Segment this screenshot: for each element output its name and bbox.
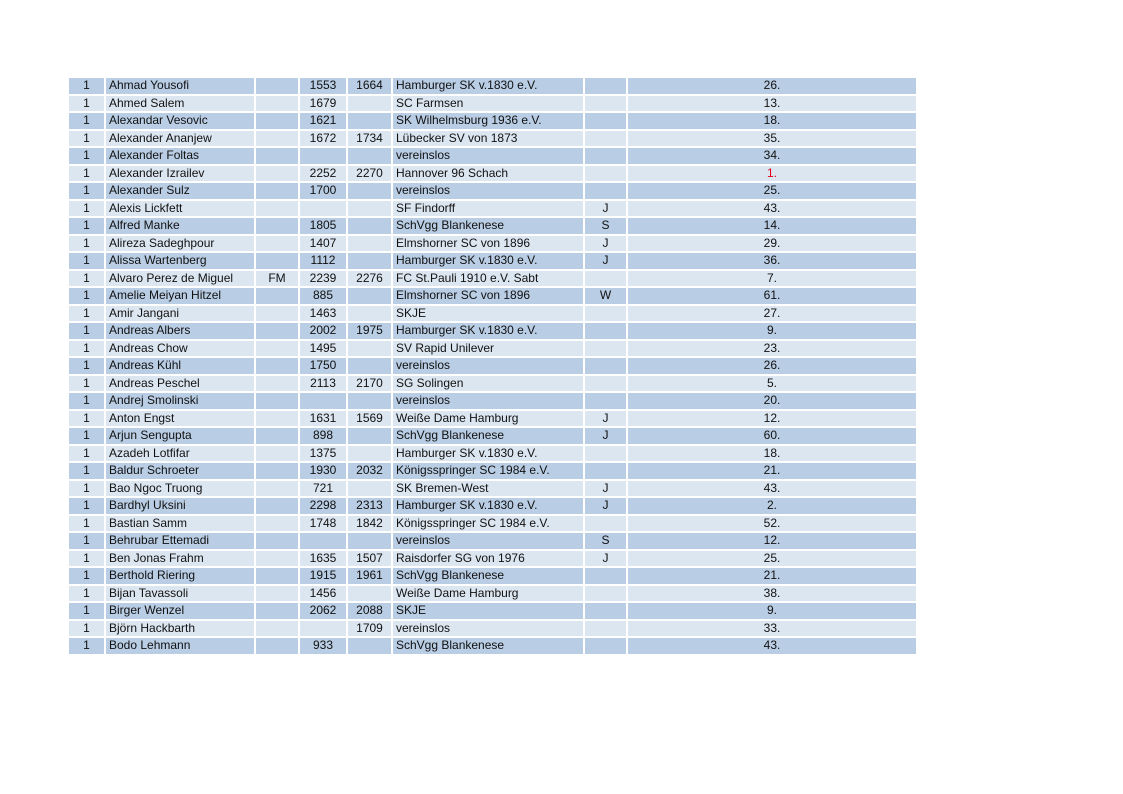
- player-name: Ahmed Salem: [106, 96, 254, 112]
- player-club: Königsspringer SC 1984 e.V.: [393, 463, 583, 479]
- player-rating-2: 1961: [348, 568, 391, 584]
- player-name: Bastian Samm: [106, 516, 254, 532]
- player-club: Raisdorfer SG von 1976: [393, 551, 583, 567]
- player-rating-1: 2298: [300, 498, 346, 514]
- players-table-body: [69, 78, 916, 654]
- player-place: 60.: [628, 428, 916, 444]
- player-title: [256, 481, 298, 497]
- player-title: [256, 411, 298, 427]
- player-place: 1.: [628, 166, 916, 182]
- player-club: vereinslos: [393, 358, 583, 374]
- table-row: [69, 358, 916, 374]
- row-number: 1: [69, 411, 104, 427]
- player-rating-1: 1750: [300, 358, 346, 374]
- player-name: Alexandar Vesovic: [106, 113, 254, 129]
- player-place: 18.: [628, 113, 916, 129]
- player-rating-2: [348, 586, 391, 602]
- player-rating-1: [300, 533, 346, 549]
- player-club: Hamburger SK v.1830 e.V.: [393, 253, 583, 269]
- player-club: SK Bremen-West: [393, 481, 583, 497]
- row-number: 1: [69, 621, 104, 637]
- player-name: Andreas Kühl: [106, 358, 254, 374]
- player-rating-2: [348, 183, 391, 199]
- player-category: J: [585, 411, 626, 427]
- player-category: J: [585, 551, 626, 567]
- player-club: SchVgg Blankenese: [393, 638, 583, 654]
- player-category: [585, 446, 626, 462]
- player-rating-2: 2032: [348, 463, 391, 479]
- player-club: FC St.Pauli 1910 e.V. Sabt: [393, 271, 583, 287]
- table-row: [69, 446, 916, 462]
- player-rating-2: [348, 218, 391, 234]
- player-club: SC Farmsen: [393, 96, 583, 112]
- row-number: 1: [69, 498, 104, 514]
- player-rating-1: 721: [300, 481, 346, 497]
- player-place: 18.: [628, 446, 916, 462]
- player-title: [256, 183, 298, 199]
- player-rating-2: [348, 481, 391, 497]
- player-place: 12.: [628, 533, 916, 549]
- player-rating-2: [348, 288, 391, 304]
- player-category: W: [585, 288, 626, 304]
- table-row: [69, 96, 916, 112]
- player-title: [256, 446, 298, 462]
- player-category: [585, 586, 626, 602]
- player-category: [585, 376, 626, 392]
- player-category: [585, 271, 626, 287]
- player-name: Alissa Wartenberg: [106, 253, 254, 269]
- player-title: [256, 113, 298, 129]
- player-name: Bardhyl Uksini: [106, 498, 254, 514]
- players-table: [67, 76, 918, 656]
- table-row: [69, 603, 916, 619]
- row-number: 1: [69, 306, 104, 322]
- player-rating-2: 1569: [348, 411, 391, 427]
- player-title: [256, 306, 298, 322]
- player-name: Bao Ngoc Truong: [106, 481, 254, 497]
- player-club: vereinslos: [393, 621, 583, 637]
- player-place: 52.: [628, 516, 916, 532]
- table-row: [69, 533, 916, 549]
- row-number: 1: [69, 183, 104, 199]
- player-rating-1: 1621: [300, 113, 346, 129]
- player-club: SF Findorff: [393, 201, 583, 217]
- player-rating-1: [300, 621, 346, 637]
- player-rating-1: 1407: [300, 236, 346, 252]
- row-number: 1: [69, 586, 104, 602]
- table-row: [69, 621, 916, 637]
- player-category: [585, 621, 626, 637]
- row-number: 1: [69, 218, 104, 234]
- player-club: SchVgg Blankenese: [393, 218, 583, 234]
- player-category: [585, 131, 626, 147]
- player-category: J: [585, 428, 626, 444]
- player-rating-2: 2270: [348, 166, 391, 182]
- player-rating-2: [348, 341, 391, 357]
- table-row: [69, 183, 916, 199]
- table-row: [69, 551, 916, 567]
- table-row: [69, 638, 916, 654]
- player-name: Alexis Lickfett: [106, 201, 254, 217]
- player-rating-2: 1664: [348, 78, 391, 94]
- table-row: [69, 271, 916, 287]
- player-club: Hamburger SK v.1830 e.V.: [393, 78, 583, 94]
- player-place: 9.: [628, 603, 916, 619]
- row-number: 1: [69, 568, 104, 584]
- player-category: [585, 183, 626, 199]
- player-place: 12.: [628, 411, 916, 427]
- player-category: [585, 638, 626, 654]
- row-number: 1: [69, 323, 104, 339]
- player-name: Andrej Smolinski: [106, 393, 254, 409]
- player-rating-1: [300, 393, 346, 409]
- player-category: [585, 323, 626, 339]
- table-row: [69, 131, 916, 147]
- player-rating-2: [348, 306, 391, 322]
- row-number: 1: [69, 603, 104, 619]
- player-club: SchVgg Blankenese: [393, 428, 583, 444]
- table-row: [69, 323, 916, 339]
- table-row: [69, 113, 916, 129]
- player-category: J: [585, 498, 626, 514]
- player-category: [585, 393, 626, 409]
- row-number: 1: [69, 463, 104, 479]
- player-title: [256, 218, 298, 234]
- player-category: [585, 96, 626, 112]
- player-title: [256, 148, 298, 164]
- player-place: 34.: [628, 148, 916, 164]
- player-rating-2: [348, 428, 391, 444]
- player-title: FM: [256, 271, 298, 287]
- table-row: [69, 288, 916, 304]
- player-place: 36.: [628, 253, 916, 269]
- player-place: 2.: [628, 498, 916, 514]
- player-title: [256, 428, 298, 444]
- player-name: Andreas Peschel: [106, 376, 254, 392]
- player-rating-2: 2276: [348, 271, 391, 287]
- player-title: [256, 376, 298, 392]
- player-rating-1: 933: [300, 638, 346, 654]
- player-club: SchVgg Blankenese: [393, 568, 583, 584]
- table-row: [69, 411, 916, 427]
- player-rating-2: 1734: [348, 131, 391, 147]
- player-rating-2: 2088: [348, 603, 391, 619]
- player-place: 5.: [628, 376, 916, 392]
- table-row: [69, 428, 916, 444]
- player-title: [256, 393, 298, 409]
- player-title: [256, 166, 298, 182]
- player-rating-2: 1975: [348, 323, 391, 339]
- player-rating-1: 1375: [300, 446, 346, 462]
- player-title: [256, 551, 298, 567]
- table-row: [69, 481, 916, 497]
- player-place: 43.: [628, 638, 916, 654]
- player-name: Alexander Sulz: [106, 183, 254, 199]
- player-place: 33.: [628, 621, 916, 637]
- player-category: [585, 516, 626, 532]
- player-rating-1: 885: [300, 288, 346, 304]
- player-club: vereinslos: [393, 148, 583, 164]
- player-name: Alexander Ananjew: [106, 131, 254, 147]
- player-rating-1: 1805: [300, 218, 346, 234]
- row-number: 1: [69, 253, 104, 269]
- player-name: Berthold Riering: [106, 568, 254, 584]
- player-rating-1: 2062: [300, 603, 346, 619]
- table-row: [69, 341, 916, 357]
- player-club: Hamburger SK v.1830 e.V.: [393, 498, 583, 514]
- player-title: [256, 638, 298, 654]
- row-number: 1: [69, 376, 104, 392]
- player-name: Alexander Izrailev: [106, 166, 254, 182]
- player-name: Baldur Schroeter: [106, 463, 254, 479]
- player-rating-2: [348, 201, 391, 217]
- player-category: [585, 603, 626, 619]
- player-category: [585, 113, 626, 129]
- player-rating-1: 1463: [300, 306, 346, 322]
- player-name: Bodo Lehmann: [106, 638, 254, 654]
- row-number: 1: [69, 131, 104, 147]
- player-rating-1: 1631: [300, 411, 346, 427]
- table-row: [69, 148, 916, 164]
- player-name: Alireza Sadeghpour: [106, 236, 254, 252]
- player-name: Björn Hackbarth: [106, 621, 254, 637]
- row-number: 1: [69, 96, 104, 112]
- player-rating-2: [348, 358, 391, 374]
- player-title: [256, 463, 298, 479]
- player-club: SK Wilhelmsburg 1936 e.V.: [393, 113, 583, 129]
- player-rating-1: 898: [300, 428, 346, 444]
- player-rating-2: [348, 393, 391, 409]
- player-name: Birger Wenzel: [106, 603, 254, 619]
- player-title: [256, 516, 298, 532]
- player-club: SG Solingen: [393, 376, 583, 392]
- player-place: 9.: [628, 323, 916, 339]
- player-club: Weiße Dame Hamburg: [393, 411, 583, 427]
- player-title: [256, 201, 298, 217]
- player-name: Arjun Sengupta: [106, 428, 254, 444]
- player-name: Alvaro Perez de Miguel: [106, 271, 254, 287]
- player-place: 20.: [628, 393, 916, 409]
- player-rating-2: [348, 113, 391, 129]
- table-row: [69, 516, 916, 532]
- player-rating-2: [348, 446, 391, 462]
- player-rating-2: [348, 253, 391, 269]
- player-club: Elmshorner SC von 1896: [393, 288, 583, 304]
- player-rating-2: 1507: [348, 551, 391, 567]
- player-title: [256, 288, 298, 304]
- row-number: 1: [69, 201, 104, 217]
- row-number: 1: [69, 638, 104, 654]
- row-number: 1: [69, 428, 104, 444]
- row-number: 1: [69, 481, 104, 497]
- row-number: 1: [69, 393, 104, 409]
- player-category: [585, 463, 626, 479]
- player-name: Bijan Tavassoli: [106, 586, 254, 602]
- player-rating-2: [348, 236, 391, 252]
- player-title: [256, 358, 298, 374]
- player-rating-1: 2113: [300, 376, 346, 392]
- player-category: J: [585, 201, 626, 217]
- player-name: Amir Jangani: [106, 306, 254, 322]
- player-place: 7.: [628, 271, 916, 287]
- player-rating-1: 1635: [300, 551, 346, 567]
- row-number: 1: [69, 533, 104, 549]
- table-row: [69, 236, 916, 252]
- player-title: [256, 568, 298, 584]
- player-rating-1: 1495: [300, 341, 346, 357]
- player-title: [256, 253, 298, 269]
- player-place: 27.: [628, 306, 916, 322]
- player-title: [256, 236, 298, 252]
- table-row: [69, 201, 916, 217]
- player-category: [585, 341, 626, 357]
- table-row: [69, 393, 916, 409]
- table-row: [69, 463, 916, 479]
- row-number: 1: [69, 78, 104, 94]
- player-place: 23.: [628, 341, 916, 357]
- player-club: Hamburger SK v.1830 e.V.: [393, 323, 583, 339]
- player-category: J: [585, 253, 626, 269]
- player-rating-2: [348, 96, 391, 112]
- row-number: 1: [69, 516, 104, 532]
- player-title: [256, 341, 298, 357]
- player-club: SKJE: [393, 603, 583, 619]
- player-rating-1: 2252: [300, 166, 346, 182]
- player-title: [256, 621, 298, 637]
- player-club: Elmshorner SC von 1896: [393, 236, 583, 252]
- player-club: Weiße Dame Hamburg: [393, 586, 583, 602]
- player-rating-2: [348, 638, 391, 654]
- player-category: S: [585, 218, 626, 234]
- player-title: [256, 498, 298, 514]
- player-rating-2: [348, 148, 391, 164]
- player-place: 43.: [628, 481, 916, 497]
- player-name: Amelie Meiyan Hitzel: [106, 288, 254, 304]
- player-name: Alfred Manke: [106, 218, 254, 234]
- player-title: [256, 603, 298, 619]
- player-category: J: [585, 236, 626, 252]
- player-club: vereinslos: [393, 183, 583, 199]
- table-row: [69, 78, 916, 94]
- player-club: SV Rapid Unilever: [393, 341, 583, 357]
- player-category: J: [585, 481, 626, 497]
- player-rating-1: [300, 201, 346, 217]
- player-rating-1: 1672: [300, 131, 346, 147]
- player-title: [256, 533, 298, 549]
- player-club: vereinslos: [393, 533, 583, 549]
- table-row: [69, 586, 916, 602]
- row-number: 1: [69, 166, 104, 182]
- table-row: [69, 376, 916, 392]
- player-rating-1: [300, 148, 346, 164]
- player-title: [256, 586, 298, 602]
- player-club: Hamburger SK v.1830 e.V.: [393, 446, 583, 462]
- player-rating-1: 2239: [300, 271, 346, 287]
- table-row: [69, 568, 916, 584]
- player-category: [585, 166, 626, 182]
- table-row: [69, 498, 916, 514]
- player-place: 38.: [628, 586, 916, 602]
- player-rating-2: 1709: [348, 621, 391, 637]
- player-place: 25.: [628, 183, 916, 199]
- player-club: Hannover 96 Schach: [393, 166, 583, 182]
- player-club: Königsspringer SC 1984 e.V.: [393, 516, 583, 532]
- player-title: [256, 78, 298, 94]
- player-place: 35.: [628, 131, 916, 147]
- row-number: 1: [69, 341, 104, 357]
- player-rating-1: 1915: [300, 568, 346, 584]
- table-row: [69, 253, 916, 269]
- player-name: Ben Jonas Frahm: [106, 551, 254, 567]
- player-club: SKJE: [393, 306, 583, 322]
- player-rating-1: 1553: [300, 78, 346, 94]
- player-rating-1: 1930: [300, 463, 346, 479]
- player-rating-1: 1679: [300, 96, 346, 112]
- player-place: 43.: [628, 201, 916, 217]
- player-rating-1: 1456: [300, 586, 346, 602]
- player-club: Lübecker SV von 1873: [393, 131, 583, 147]
- table-row: [69, 218, 916, 234]
- row-number: 1: [69, 113, 104, 129]
- player-place: 13.: [628, 96, 916, 112]
- player-name: Azadeh Lotfifar: [106, 446, 254, 462]
- player-place: 21.: [628, 463, 916, 479]
- player-category: [585, 358, 626, 374]
- player-place: 25.: [628, 551, 916, 567]
- player-category: S: [585, 533, 626, 549]
- player-category: [585, 148, 626, 164]
- player-title: [256, 131, 298, 147]
- player-rating-1: 1112: [300, 253, 346, 269]
- player-name: Alexander Foltas: [106, 148, 254, 164]
- player-place: 29.: [628, 236, 916, 252]
- row-number: 1: [69, 148, 104, 164]
- player-rating-2: 2313: [348, 498, 391, 514]
- player-rating-1: 1748: [300, 516, 346, 532]
- row-number: 1: [69, 358, 104, 374]
- player-place: 26.: [628, 78, 916, 94]
- player-place: 21.: [628, 568, 916, 584]
- player-place: 14.: [628, 218, 916, 234]
- player-title: [256, 96, 298, 112]
- row-number: 1: [69, 271, 104, 287]
- player-place: 26.: [628, 358, 916, 374]
- row-number: 1: [69, 446, 104, 462]
- player-rating-2: [348, 533, 391, 549]
- player-title: [256, 323, 298, 339]
- player-rating-2: 1842: [348, 516, 391, 532]
- player-name: Anton Engst: [106, 411, 254, 427]
- player-category: [585, 78, 626, 94]
- row-number: 1: [69, 288, 104, 304]
- player-rating-1: 2002: [300, 323, 346, 339]
- player-name: Ahmad Yousofi: [106, 78, 254, 94]
- table-row: [69, 306, 916, 322]
- player-rating-2: 2170: [348, 376, 391, 392]
- row-number: 1: [69, 236, 104, 252]
- player-rating-1: 1700: [300, 183, 346, 199]
- player-category: [585, 568, 626, 584]
- player-category: [585, 306, 626, 322]
- player-place: 61.: [628, 288, 916, 304]
- table-row: [69, 166, 916, 182]
- player-name: Andreas Albers: [106, 323, 254, 339]
- player-club: vereinslos: [393, 393, 583, 409]
- row-number: 1: [69, 551, 104, 567]
- player-name: Behrubar Ettemadi: [106, 533, 254, 549]
- player-name: Andreas Chow: [106, 341, 254, 357]
